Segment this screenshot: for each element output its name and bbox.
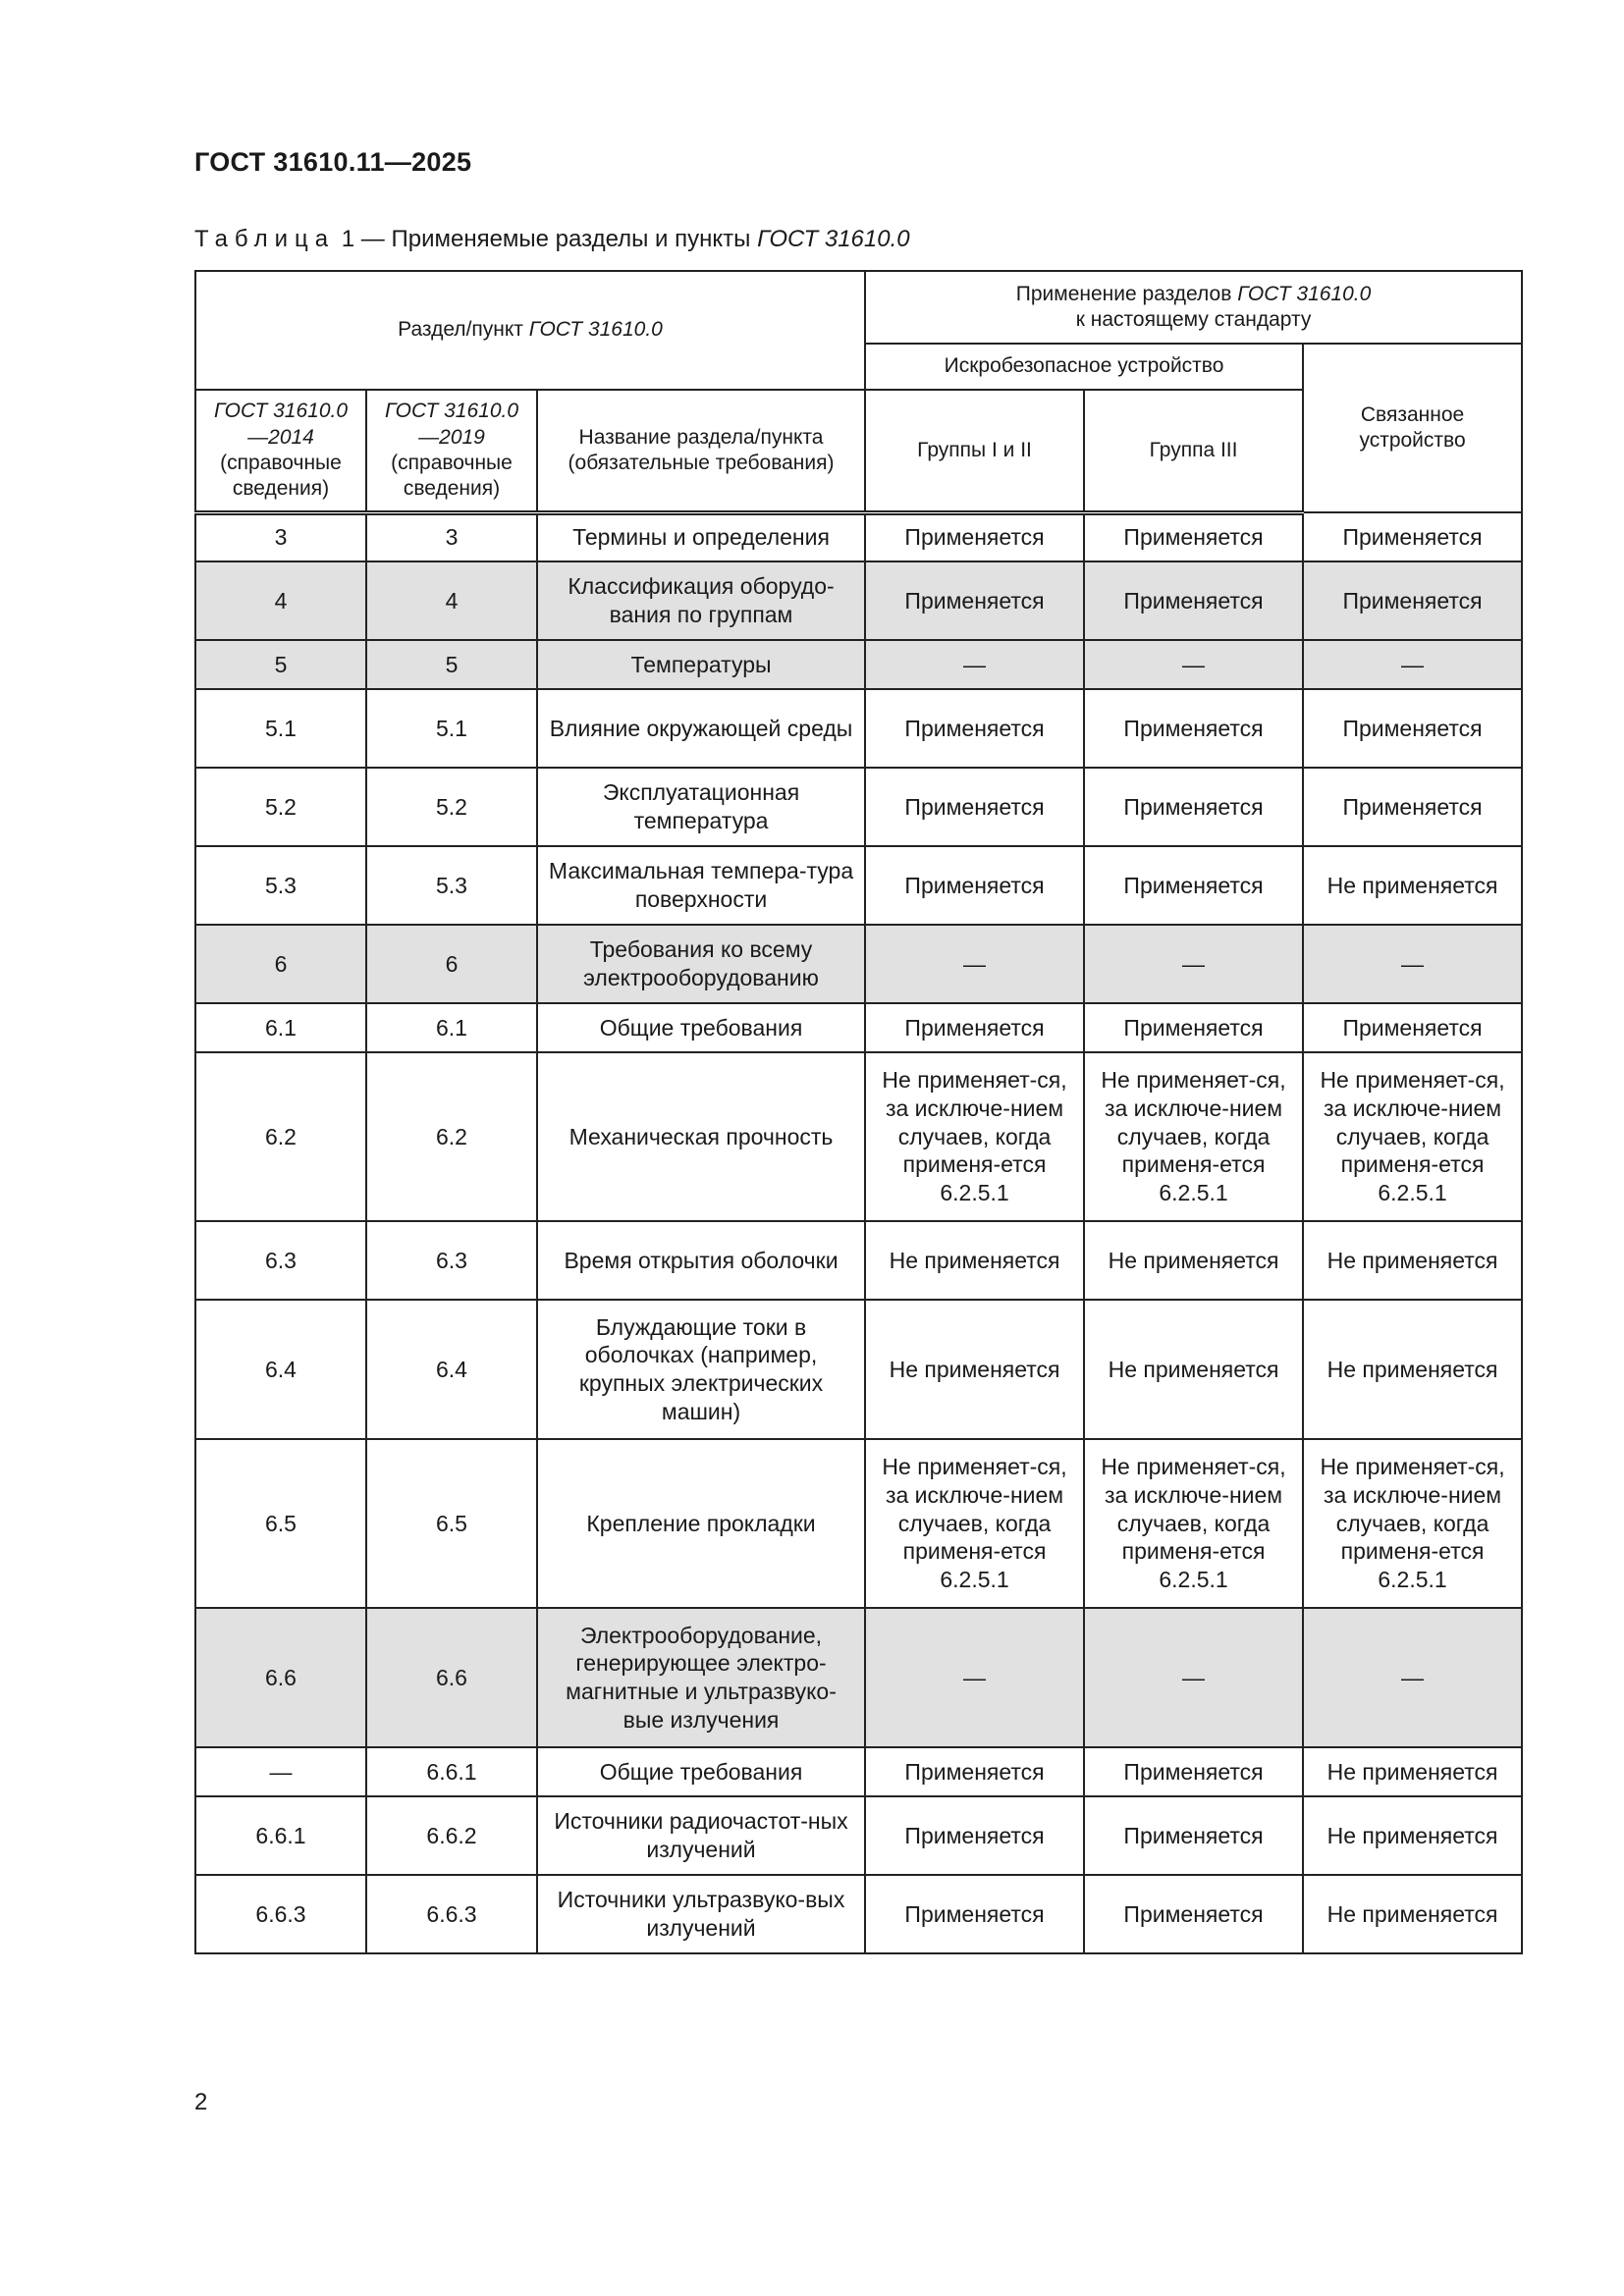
- cell-c2014: 6.6.3: [195, 1875, 366, 1953]
- table-row: [195, 1875, 1522, 1953]
- cell-name: Классификация оборудо-вания по группам: [537, 561, 865, 640]
- cell-g12: Применяется: [865, 689, 1084, 768]
- cell-c2019: 6.4: [366, 1300, 537, 1439]
- header-section-point: Раздел/пункт ГОСТ 31610.0: [195, 271, 865, 390]
- caption-text: 1 — Применяемые разделы и пункты: [341, 226, 758, 252]
- cell-g12: Не применяется: [865, 1221, 1084, 1300]
- table-row: [195, 1003, 1522, 1052]
- table-row: [195, 925, 1522, 1003]
- cell-assoc: Не применяется: [1303, 1875, 1522, 1953]
- cell-name: Требования ко всему электрооборудованию: [537, 925, 865, 1003]
- cell-assoc: Не применяется: [1303, 1747, 1522, 1796]
- cell-c2014: 5.3: [195, 846, 366, 925]
- table-row: [195, 768, 1522, 846]
- cell-c2014: 6.5: [195, 1439, 366, 1608]
- cell-c2014: 4: [195, 561, 366, 640]
- cell-name: Блуждающие токи в оболочках (например, крупных электрических машин): [537, 1300, 865, 1439]
- cell-c2019: 6.5: [366, 1439, 537, 1608]
- caption-ref: ГОСТ 31610.0: [757, 226, 910, 252]
- cell-c2019: 6.6.2: [366, 1796, 537, 1875]
- cell-g3: Применяется: [1084, 1003, 1303, 1052]
- cell-c2019: 5.3: [366, 846, 537, 925]
- cell-g3: Не применяется: [1084, 1300, 1303, 1439]
- applicability-table: [194, 270, 1523, 1954]
- table-row: [195, 640, 1522, 689]
- table-body: [195, 512, 1522, 1953]
- cell-g12: Применяется: [865, 846, 1084, 925]
- cell-g12: Применяется: [865, 512, 1084, 561]
- header-groups-1-2: Группы I и II: [865, 390, 1084, 512]
- cell-assoc: Применяется: [1303, 561, 1522, 640]
- table-row: [195, 512, 1522, 561]
- cell-g12: —: [865, 1608, 1084, 1747]
- cell-g12: Применяется: [865, 1003, 1084, 1052]
- table-row: [195, 1439, 1522, 1608]
- cell-c2014: 6.1: [195, 1003, 366, 1052]
- cell-g12: Применяется: [865, 768, 1084, 846]
- table-row: [195, 1608, 1522, 1747]
- cell-name: Крепление прокладки: [537, 1439, 865, 1608]
- document-id: ГОСТ 31610.11—2025: [194, 147, 472, 177]
- cell-name: Источники ультразвуко-вых излучений: [537, 1875, 865, 1953]
- header-application: Применение разделов ГОСТ 31610.0 к настоящему стандарту: [865, 271, 1522, 344]
- cell-c2014: 3: [195, 512, 366, 561]
- cell-g12: Применяется: [865, 1875, 1084, 1953]
- cell-c2019: 5: [366, 640, 537, 689]
- cell-g3: Не применяется: [1084, 1221, 1303, 1300]
- cell-c2014: 5: [195, 640, 366, 689]
- cell-assoc: —: [1303, 925, 1522, 1003]
- cell-g3: Применяется: [1084, 1796, 1303, 1875]
- cell-assoc: Не применяет-ся, за исключе-нием случаев, когда применя-ется 6.2.5.1: [1303, 1052, 1522, 1221]
- cell-c2014: 6.3: [195, 1221, 366, 1300]
- cell-name: Термины и определения: [537, 512, 865, 561]
- cell-assoc: Применяется: [1303, 689, 1522, 768]
- cell-g12: —: [865, 925, 1084, 1003]
- cell-g3: Не применяет-ся, за исключе-нием случаев, когда применя-ется 6.2.5.1: [1084, 1052, 1303, 1221]
- cell-c2014: 6: [195, 925, 366, 1003]
- cell-g3: Не применяет-ся, за исключе-нием случаев, когда применя-ется 6.2.5.1: [1084, 1439, 1303, 1608]
- cell-c2014: 6.6.1: [195, 1796, 366, 1875]
- caption-prefix: Таблица: [194, 226, 336, 252]
- cell-name: Общие требования: [537, 1003, 865, 1052]
- table-caption: [194, 226, 910, 253]
- table-row: [195, 846, 1522, 925]
- cell-g3: —: [1084, 640, 1303, 689]
- cell-c2019: 6.6: [366, 1608, 537, 1747]
- cell-assoc: Не применяется: [1303, 846, 1522, 925]
- header-associated-device: Связанное устройство: [1303, 344, 1522, 512]
- cell-assoc: Не применяет-ся, за исключе-нием случаев, когда применя-ется 6.2.5.1: [1303, 1439, 1522, 1608]
- cell-g12: Применяется: [865, 561, 1084, 640]
- table-row: [195, 1052, 1522, 1221]
- cell-g12: —: [865, 640, 1084, 689]
- cell-c2019: 6.6.1: [366, 1747, 537, 1796]
- cell-g12: Не применяет-ся, за исключе-нием случаев, когда применя-ется 6.2.5.1: [865, 1052, 1084, 1221]
- cell-name: Влияние окружающей среды: [537, 689, 865, 768]
- cell-name: Эксплуатационная температура: [537, 768, 865, 846]
- cell-g3: Применяется: [1084, 561, 1303, 640]
- table-row: [195, 1796, 1522, 1875]
- cell-g3: Применяется: [1084, 1747, 1303, 1796]
- cell-name: Электрооборудование, генерирующее электро-магнитные и ультразвуко-вые излучения: [537, 1608, 865, 1747]
- header-intrinsic-device: Искробезопасное устройство: [865, 344, 1303, 390]
- cell-c2019: 3: [366, 512, 537, 561]
- cell-c2014: 6.6: [195, 1608, 366, 1747]
- cell-g12: Применяется: [865, 1796, 1084, 1875]
- table-row: [195, 689, 1522, 768]
- cell-g3: Применяется: [1084, 1875, 1303, 1953]
- cell-c2014: —: [195, 1747, 366, 1796]
- table-row: [195, 561, 1522, 640]
- cell-g12: Применяется: [865, 1747, 1084, 1796]
- cell-c2019: 4: [366, 561, 537, 640]
- cell-c2019: 6.6.3: [366, 1875, 537, 1953]
- cell-assoc: —: [1303, 640, 1522, 689]
- cell-g12: Не применяет-ся, за исключе-нием случаев, когда применя-ется 6.2.5.1: [865, 1439, 1084, 1608]
- cell-c2014: 5.2: [195, 768, 366, 846]
- table-row: [195, 1300, 1522, 1439]
- cell-assoc: Не применяется: [1303, 1796, 1522, 1875]
- cell-assoc: Не применяется: [1303, 1221, 1522, 1300]
- cell-g3: Применяется: [1084, 768, 1303, 846]
- cell-c2014: 6.2: [195, 1052, 366, 1221]
- header-gost-2019: ГОСТ 31610.0—2019 (справочные сведения): [366, 390, 537, 512]
- table-row: [195, 1221, 1522, 1300]
- cell-c2019: 6.2: [366, 1052, 537, 1221]
- cell-assoc: Применяется: [1303, 512, 1522, 561]
- cell-name: Максимальная темпера-тура поверхности: [537, 846, 865, 925]
- cell-name: Источники радиочастот-ных излучений: [537, 1796, 865, 1875]
- cell-name: Общие требования: [537, 1747, 865, 1796]
- cell-assoc: Применяется: [1303, 768, 1522, 846]
- cell-c2014: 5.1: [195, 689, 366, 768]
- cell-c2019: 6.3: [366, 1221, 537, 1300]
- cell-name: Время открытия оболочки: [537, 1221, 865, 1300]
- cell-c2019: 5.2: [366, 768, 537, 846]
- cell-assoc: Применяется: [1303, 1003, 1522, 1052]
- cell-g3: —: [1084, 925, 1303, 1003]
- page-number: 2: [194, 2089, 208, 2115]
- cell-c2019: 6: [366, 925, 537, 1003]
- cell-g3: Применяется: [1084, 512, 1303, 561]
- cell-assoc: —: [1303, 1608, 1522, 1747]
- cell-g12: Не применяется: [865, 1300, 1084, 1439]
- cell-name: Механическая прочность: [537, 1052, 865, 1221]
- cell-g3: Применяется: [1084, 689, 1303, 768]
- cell-assoc: Не применяется: [1303, 1300, 1522, 1439]
- cell-name: Температуры: [537, 640, 865, 689]
- cell-c2019: 6.1: [366, 1003, 537, 1052]
- table-row: [195, 1747, 1522, 1796]
- header-section-name: Название раздела/пункта (обязательные требования): [537, 390, 865, 512]
- header-gost-2014: ГОСТ 31610.0—2014 (справочные сведения): [195, 390, 366, 512]
- header-group-3: Группа III: [1084, 390, 1303, 512]
- cell-g3: Применяется: [1084, 846, 1303, 925]
- cell-c2019: 5.1: [366, 689, 537, 768]
- cell-c2014: 6.4: [195, 1300, 366, 1439]
- cell-g3: —: [1084, 1608, 1303, 1747]
